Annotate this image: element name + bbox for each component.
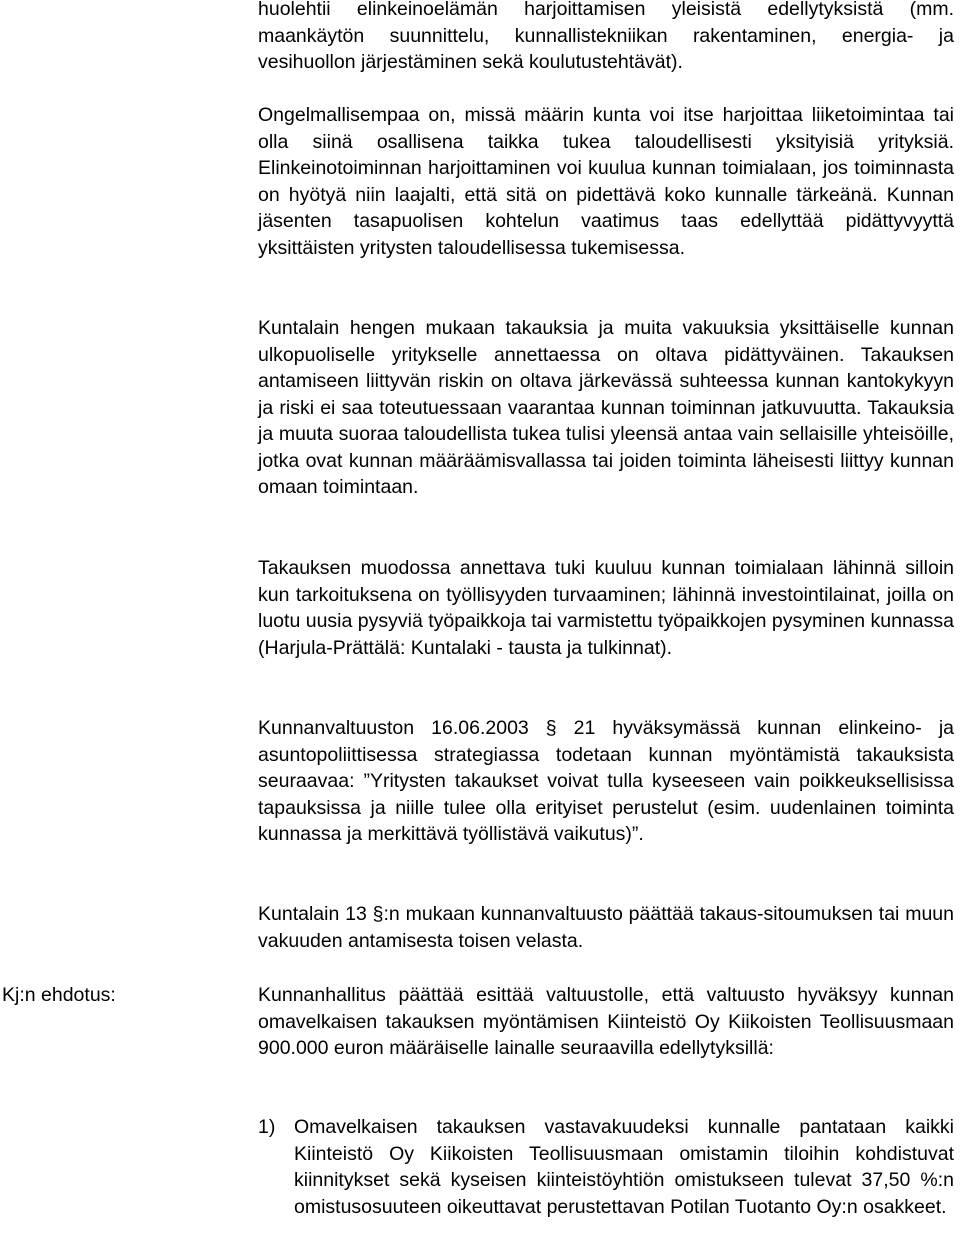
paragraph-valtuuston-strategia: Kunnanvaltuuston 16.06.2003 § 21 hyväksymässä kunnan elinkeino- ja asuntopoliittisessa strategiassa todetaan kunnan myöntämistä takauksista seuraavaa: ”Yritysten takaukset voivat tulla kyseeseen vain poikkeuksellisissa tapauksissa ja niille tulee olla erityiset perustelut (esim. uudenlainen toiminta kunnassa ja merkittävä työllistävä vaikutus)”.	[258, 717, 954, 845]
paragraph-kunnanhallitus-paattaa: Kunnanhallitus päättää esittää valtuustolle, että valtuusto hyväksyy kunnan omavelkaisen takauksen myöntämisen Kiinteistö Oy Kiikoisten Teollisuusmaan 900.000 euron määräiselle lainalle seuraavilla edellytyksillä:	[258, 984, 954, 1059]
paragraph-kuntalain-henki: Kuntalain hengen mukaan takauksia ja muita vakuuksia yksittäiselle kunnan ulkopuoliselle yritykselle annettaessa on oltava pidättyväinen. Takauksen antamiseen liittyvän riskin on oltava järkevässä suhteessa kunnan kantokykyyn ja riski ei saa toteutuessaan vaarantaa kunnan toiminnan jatkuvuutta. Takauksia ja muuta suoraa taloudellista tukea tulisi yleensä antaa vain sellaisille yhteisöille, jotka ovat kunnan määräämisvallassa tai joiden toiminta läheisesti liittyy kunnan omaan toimintaan.	[258, 317, 954, 498]
paragraph-liiketoiminta: Ongelmallisempaa on, missä määrin kunta voi itse harjoittaa liiketoimintaa tai olla siinä osallisena taikka tukea taloudellisesti yksityisiä yrityksiä. Elinkeinotoiminnan harjoittaminen voi kuulua kunnan toimialaan, jos toiminnasta on hyötyä niin laajalti, että sitä on pidettävä koko kunnalle tärkeänä. Kunnan jäsenten tasapuolisen kohtelun vaatimus taas edellyttää pidättyvyyttä yksittäisten yritysten taloudellisessa tukemisessa.	[258, 104, 954, 259]
paragraph-elinkeino-edellytykset: huolehtii elinkeinoelämän harjoittamisen yleisistä edellytyksistä (mm. maankäytön suunnittelu, kunnallistekniikan rakentaminen, energia- ja vesihuollon järjestäminen sekä koulutustehtävät).	[258, 0, 954, 73]
paragraph-kuntalain-13: Kuntalain 13 §:n mukaan kunnanvaltuusto päättää takaus-sitoumuksen tai muun vakuuden antamisesta toisen velasta.	[258, 903, 954, 952]
condition-list-item	[258, 1114, 954, 1220]
condition-number: 1)	[258, 1116, 276, 1138]
proposal-label: Kj:n ehdotus:	[2, 984, 116, 1006]
paragraph-takauksen-tuki: Takauksen muodossa annettava tuki kuuluu kunnan toimialaan lähinnä silloin kun tarkoituksena on työllisyyden turvaaminen; lähinnä investointilainat, joilla on luotu uusia pysyviä työpaikkoja tai varmistettu työpaikkojen pysyminen kunnassa (Harjula-Prättälä: Kuntalaki - tausta ja tulkinnat).	[258, 557, 954, 659]
condition-text: Omavelkaisen takauksen vastavakuudeksi kunnalle pantataan kaikki Kiinteistö Oy Kiikoisten Teollisuusmaan omistamin tiloihin kohdistuvat kiinnitykset sekä kyseisen kiinteistöyhtiön omistukseen tulevat 37,50 %:n omistusosuuteen oikeuttavat perustettavan Potilan Tuotanto Oy:n osakkeet.	[294, 1116, 954, 1218]
